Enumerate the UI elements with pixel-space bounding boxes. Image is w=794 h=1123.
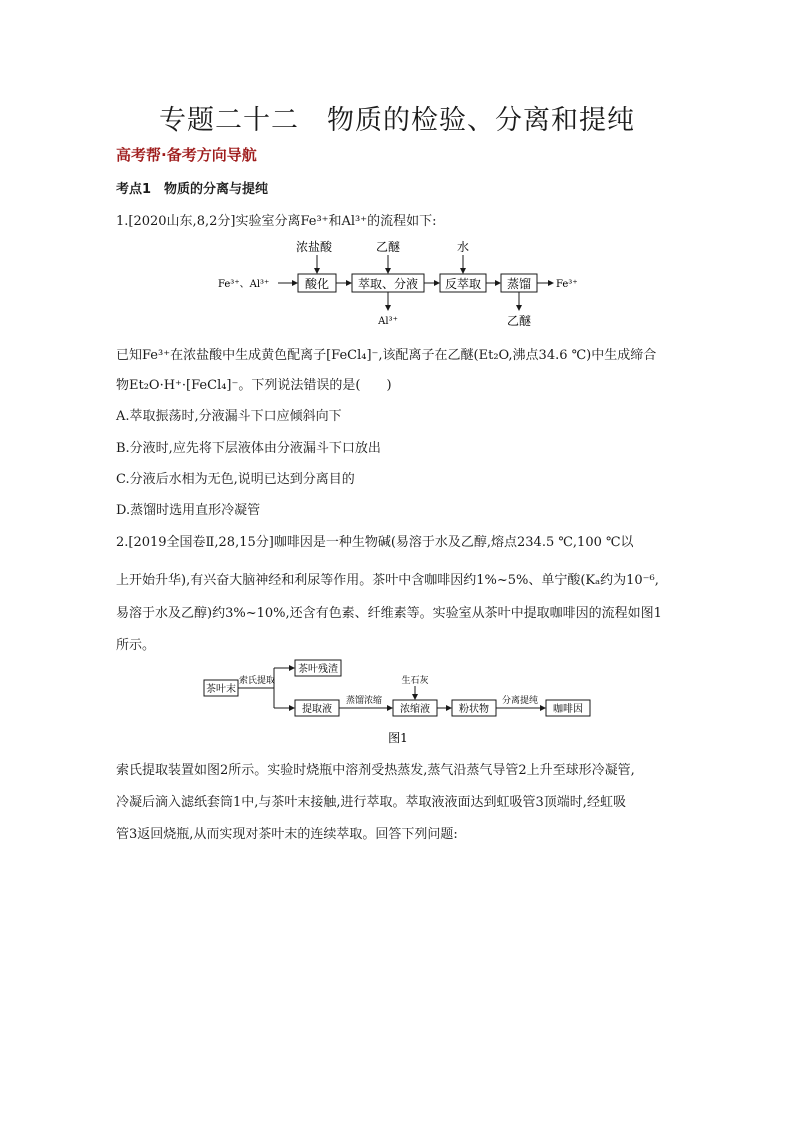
flow1-step-1: 酸化 [304, 277, 330, 291]
q2-stem-4: 所示。 [116, 638, 156, 653]
q2-stem-3: 易溶于水及乙醇)约3%~10%,还含有色素、纤维素等。实验室从茶叶中提取咖啡因的流程如图1 [116, 606, 662, 621]
flow1-byproduct-2: 乙醚 [506, 314, 532, 328]
flow1-step-3: 反萃取 [444, 277, 482, 291]
flow1-reagent-3: 水 [456, 240, 470, 254]
q2-body-1: 索氏提取装置如图2所示。实验时烧瓶中溶剂受热蒸发,蒸气沿蒸气导管2上升至球形冷凝管, [116, 763, 635, 778]
q1-info-2: 物Et₂O·H⁺·[FeCl₄]⁻。下列说法错误的是( ) [116, 378, 392, 393]
section-subtitle: 高考帮·备考方向导航 [116, 146, 257, 164]
flow1-input: Fe³⁺、Al³⁺ [218, 279, 270, 290]
flow2-powder: 粉状物 [459, 704, 489, 715]
q1-option-c: C.分液后水相为无色,说明已达到分离目的 [116, 472, 355, 487]
q1-option-b: B.分液时,应先将下层液体由分液漏斗下口放出 [116, 441, 381, 456]
topic-heading: 考点1 物质的分离与提纯 [116, 182, 269, 197]
q2-stem-1: 2.[2019全国卷Ⅱ,28,15分]咖啡因是一种生物碱(易溶于水及乙醇,熔点234.5 ℃,100 ℃以 [116, 535, 634, 550]
flow1-reagent-1: 浓盐酸 [296, 240, 333, 254]
flow1-output: Fe³⁺ [556, 279, 578, 290]
q2-body-2: 冷凝后滴入滤纸套筒1中,与茶叶末接触,进行萃取。萃取液液面达到虹吸管3顶端时,经虹吸 [116, 795, 626, 810]
q1-stem: 1.[2020山东,8,2分]实验室分离Fe³⁺和Al³⁺的流程如下: [116, 214, 437, 229]
flow2-concentrate: 浓缩液 [400, 704, 430, 715]
q2-stem-2: 上开始升华),有兴奋大脑神经和利尿等作用。茶叶中含咖啡因约1%~5%、单宁酸(Kₐ约为10⁻⁶, [116, 573, 659, 588]
flow-diagram-2 [198, 656, 598, 750]
flow2-reagent: 生石灰 [401, 676, 429, 686]
flow1-step-2: 萃取、分液 [357, 277, 419, 291]
q1-option-a: A.萃取振荡时,分液漏斗下口应倾斜向下 [116, 409, 342, 424]
flow2-step-b: 蒸馏浓缩 [345, 696, 383, 706]
q1-option-d: D.蒸馏时选用直形冷凝管 [116, 503, 261, 518]
flow2-extract: 提取液 [302, 704, 332, 715]
flow2-product: 咖啡因 [553, 704, 583, 715]
flow1-reagent-2: 乙醚 [375, 240, 401, 254]
q2-body-3: 管3返回烧瓶,从而实现对茶叶末的连续萃取。回答下列问题: [116, 827, 458, 842]
flow2-step-c: 分离提纯 [501, 696, 539, 706]
flow2-start: 茶叶末 [206, 684, 236, 695]
flow2-residue: 茶叶残渣 [298, 664, 338, 675]
flow2-step-a: 索氏提取 [238, 676, 276, 686]
figure-caption: 图1 [388, 731, 408, 745]
page-title: 专题二十二 物质的检验、分离和提纯 [159, 105, 635, 136]
q1-info-1: 已知Fe³⁺在浓盐酸中生成黄色配离子[FeCl₄]⁻,该配离子在乙醚(Et₂O,沸点34.6 ℃)中生成缔合 [116, 348, 657, 363]
flow1-step-4: 蒸馏 [506, 277, 532, 291]
flow1-byproduct-1: Al³⁺ [378, 316, 398, 327]
flow-diagram-1 [200, 232, 600, 332]
